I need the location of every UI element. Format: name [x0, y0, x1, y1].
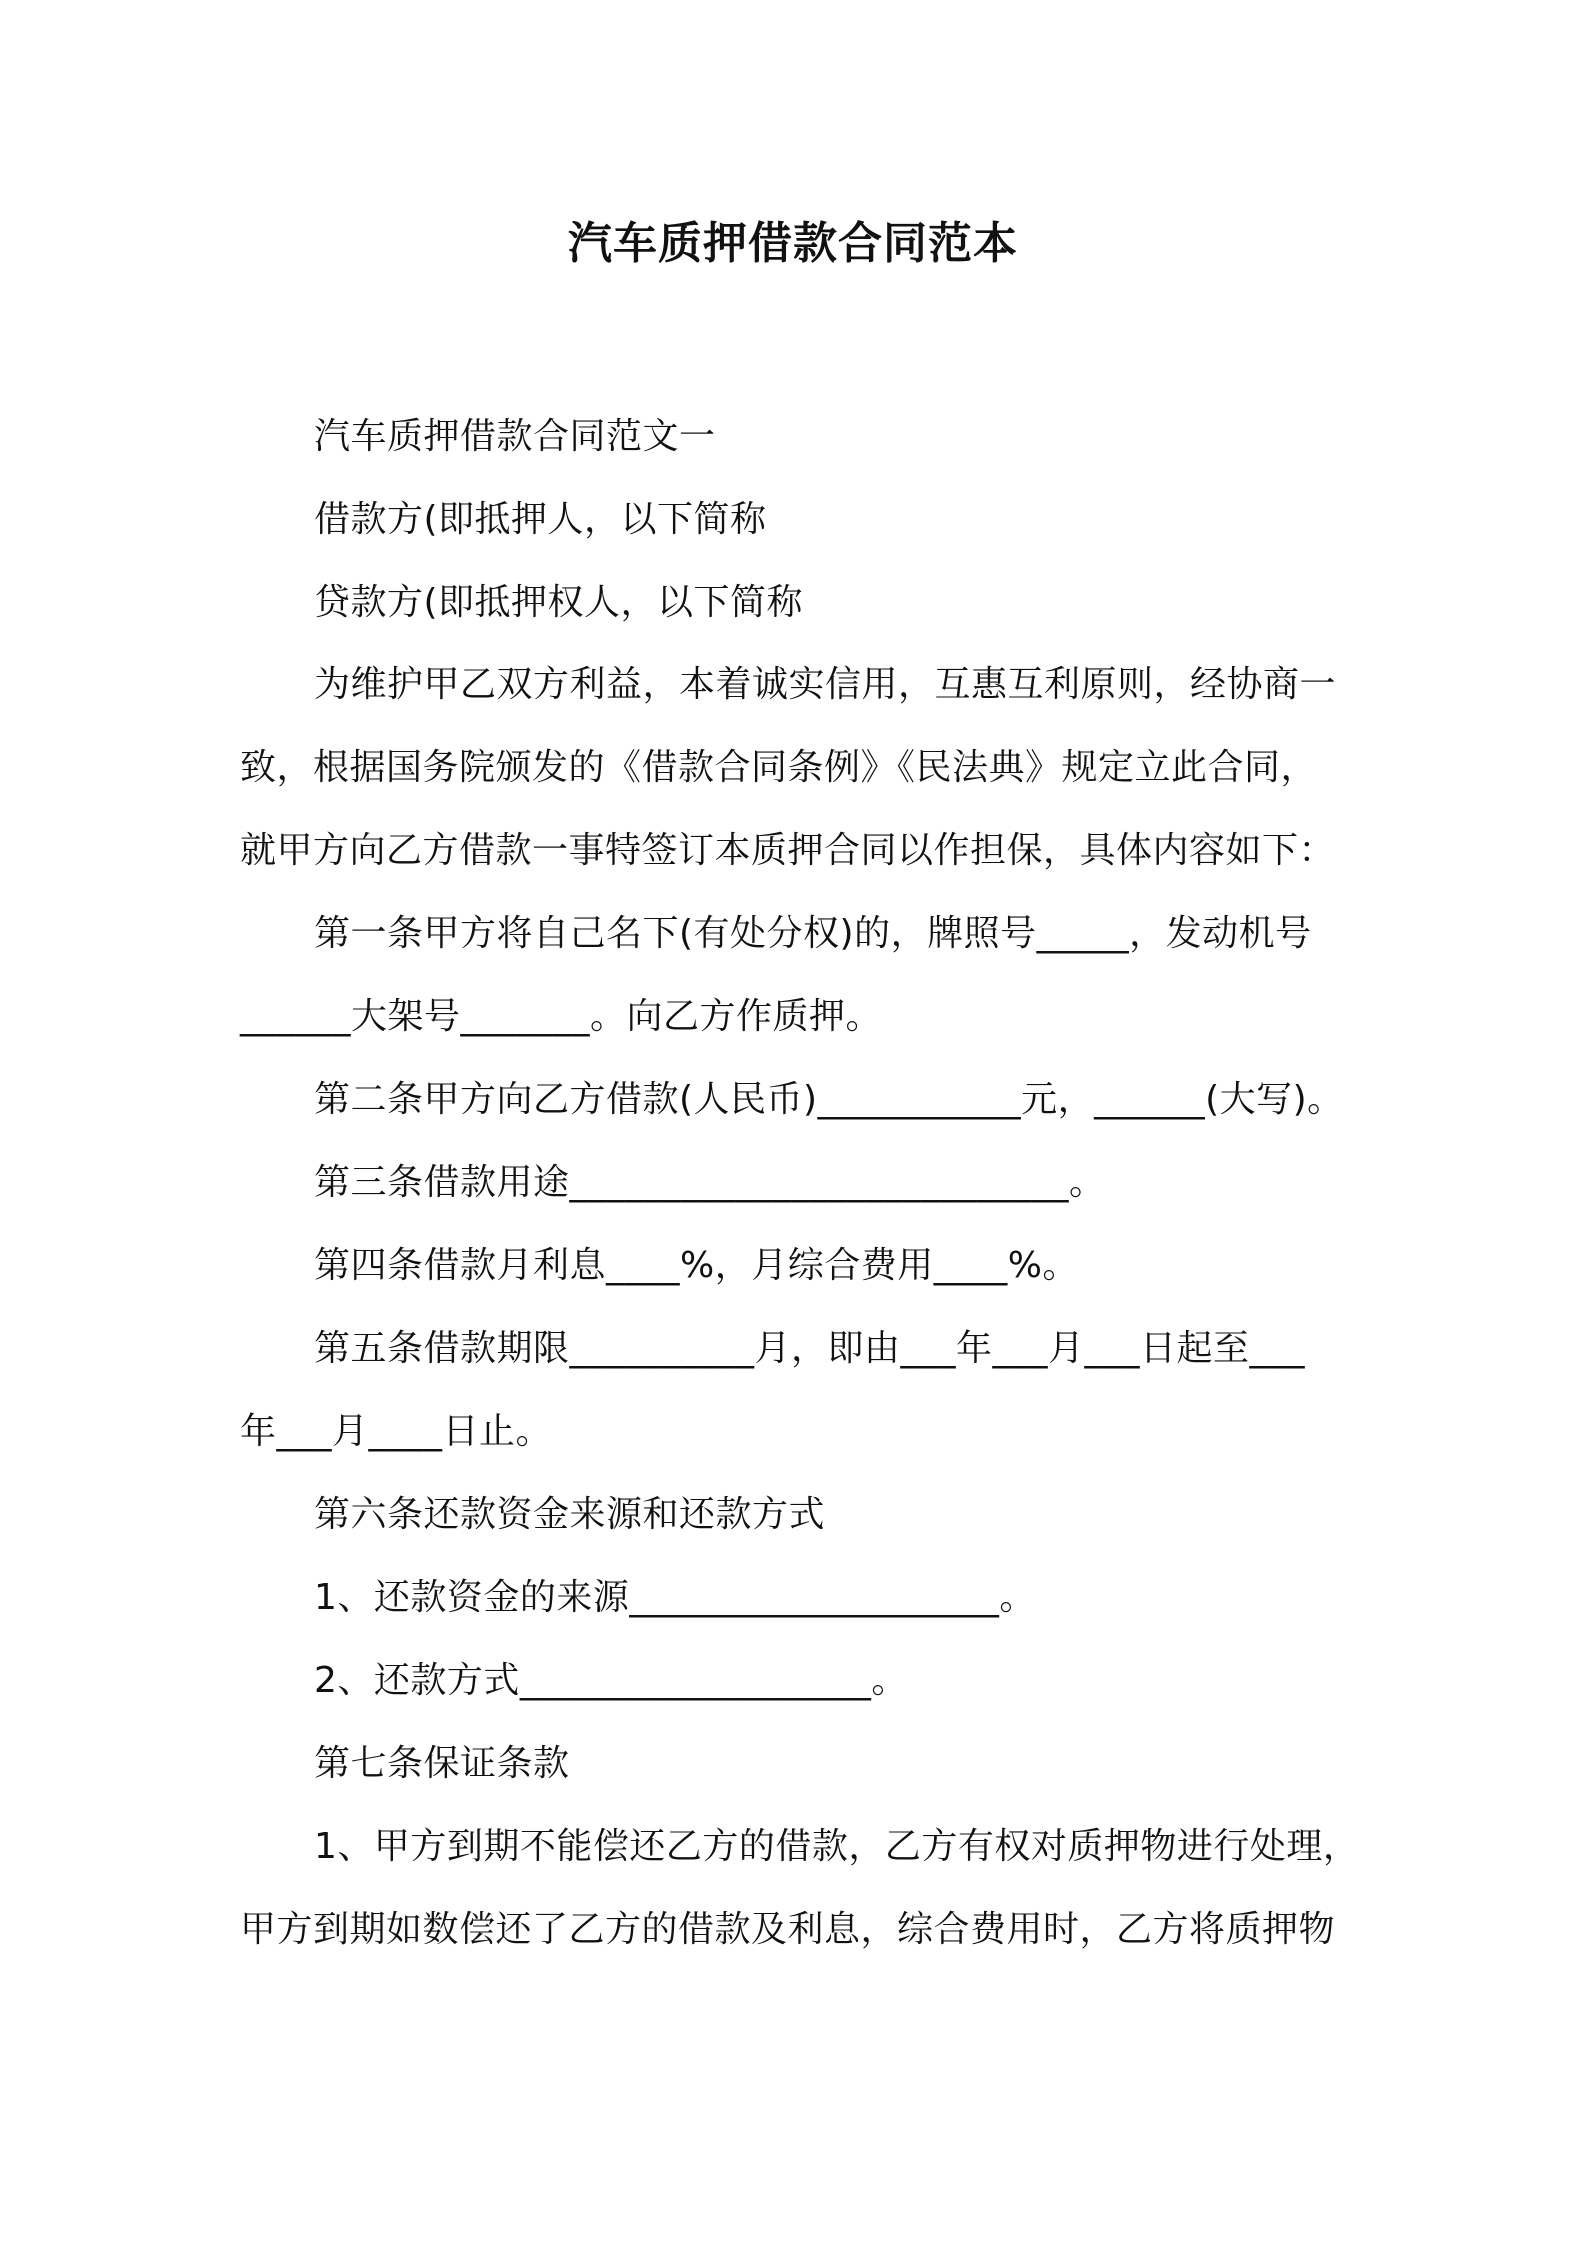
paragraph-line: 致，根据国务院颁发的《借款合同条例》《民法典》规定立此合同， [240, 747, 1318, 788]
clause-line: 年___月____日止。 [240, 1411, 553, 1452]
lender-line: 贷款方(即抵押权人，以下简称 [314, 582, 804, 623]
paragraph-line: 就甲方向乙方借款一事特签订本质押合同以作担保，具体内容如下： [240, 830, 1336, 871]
clause-line: 1、还款资金的来源____________________。 [314, 1577, 1036, 1618]
clause-line: 第四条借款月利息____%，月综合费用____%。 [314, 1245, 1079, 1286]
clause-line: 第三条借款用途___________________________。 [314, 1162, 1106, 1203]
clause-line: 1、甲方到期不能偿还乙方的借款，乙方有权对质押物进行处理， [314, 1826, 1360, 1867]
borrower-line: 借款方(即抵押人，以下简称 [314, 499, 767, 540]
clause-line: 第六条还款资金来源和还款方式 [314, 1494, 826, 1535]
section-heading: 汽车质押借款合同范文一 [314, 416, 716, 457]
clause-line: 第七条保证条款 [314, 1743, 570, 1784]
clause-line: 第五条借款期限__________月，即由___年___月___日起至___ [314, 1328, 1306, 1369]
clause-line: 第二条甲方向乙方借款(人民币)___________元，______(大写)。 [314, 1079, 1344, 1120]
clause-line: 2、还款方式___________________。 [314, 1660, 908, 1701]
paragraph-line: 为维护甲乙双方利益，本着诚实信用，互惠互利原则，经协商一 [314, 664, 1337, 705]
clause-line: 甲方到期如数偿还了乙方的借款及利息，综合费用时，乙方将质押物 [240, 1909, 1336, 1950]
clause-line: 第一条甲方将自己名下(有处分权)的，牌照号_____，发动机号 [314, 913, 1312, 954]
clause-line: ______大架号_______。向乙方作质押。 [240, 996, 883, 1037]
document-title: 汽车质押借款合同范本 [568, 218, 1018, 269]
